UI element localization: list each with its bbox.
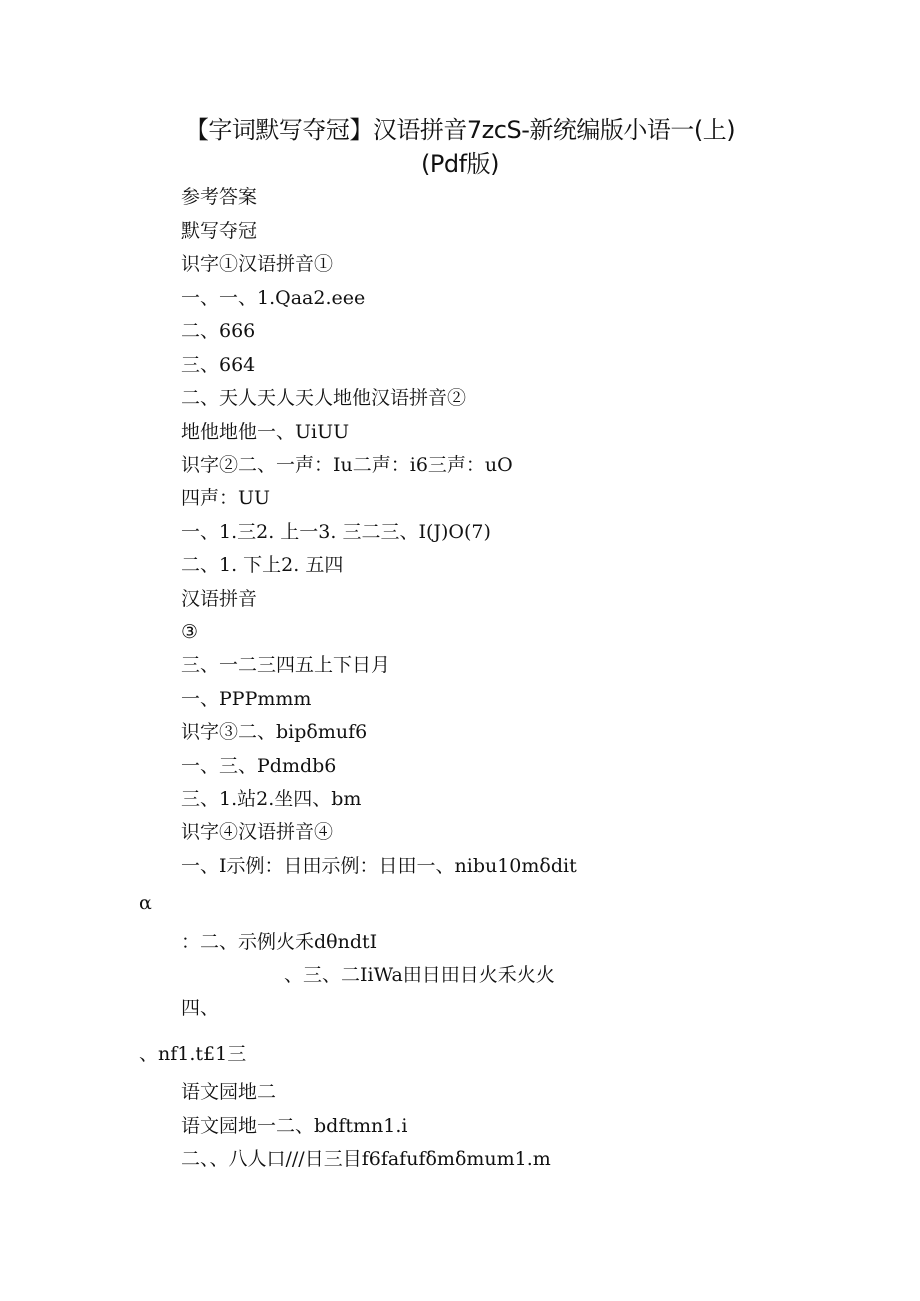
text-line: ③ <box>181 621 199 643</box>
text-line: α <box>139 892 152 914</box>
document-title-line-2: (Pdf版) <box>421 150 499 178</box>
text-line: 一、I示例：日田示例：日田一、nibu10mδdit <box>181 855 577 877</box>
text-line: 一、三、Pdmdb6 <box>181 755 337 777</box>
text-line: 三、一二三四五上下日月 <box>181 654 391 676</box>
text-line-answer-key: 参考答案 <box>181 186 258 208</box>
text-line-literacy-4: 识字④汉语拼音④ <box>181 821 334 843</box>
text-line: 一、PPPmmm <box>181 688 312 710</box>
text-line: 、nf1.t£1三 <box>139 1043 247 1065</box>
text-line-chinese-garden-2: 语文园地二 <box>181 1081 277 1103</box>
text-line: 二、1. 下上2. 五四 <box>181 554 344 576</box>
text-line-pinyin-heading: 汉语拼音 <box>181 588 258 610</box>
text-line: 四声：UU <box>181 487 271 509</box>
text-line-literacy-3: 识字③二、bipδmuf6 <box>181 721 368 743</box>
text-line: 、三、二IiWa田日田日火禾火火 <box>284 964 555 986</box>
document-title-line-1: 【字词默写夺冠】汉语拼音7zcS-新统编版小语一(上) <box>184 116 736 144</box>
text-line-literacy-2: 识字②二、一声：Iu二声：i6三声：uO <box>181 454 513 476</box>
text-line: 二、、八人口///日三目f6fafufδmδmum1.m <box>181 1148 551 1170</box>
text-line: 一、1.三2. 上一3. 三二三、I(J)O(7) <box>181 521 491 543</box>
text-line: 三、1.站2.坐四、bm <box>181 788 362 810</box>
text-line: 四、 <box>181 997 220 1019</box>
text-line: 二、天人天人天人地他汉语拼音② <box>181 387 467 409</box>
text-line: 语文园地一二、bdftmn1.i <box>181 1115 408 1137</box>
text-line: 地他地他一、UiUU <box>181 421 350 443</box>
text-line-dictation: 默写夺冠 <box>181 220 258 242</box>
text-line: 二、666 <box>181 320 256 342</box>
text-line: 一、一、1.Qaa2.eee <box>181 287 366 309</box>
text-line-literacy-1: 识字①汉语拼音① <box>181 253 334 275</box>
text-line: ：二、示例火禾dθndtI <box>181 931 378 953</box>
text-line: 三、664 <box>181 354 256 376</box>
